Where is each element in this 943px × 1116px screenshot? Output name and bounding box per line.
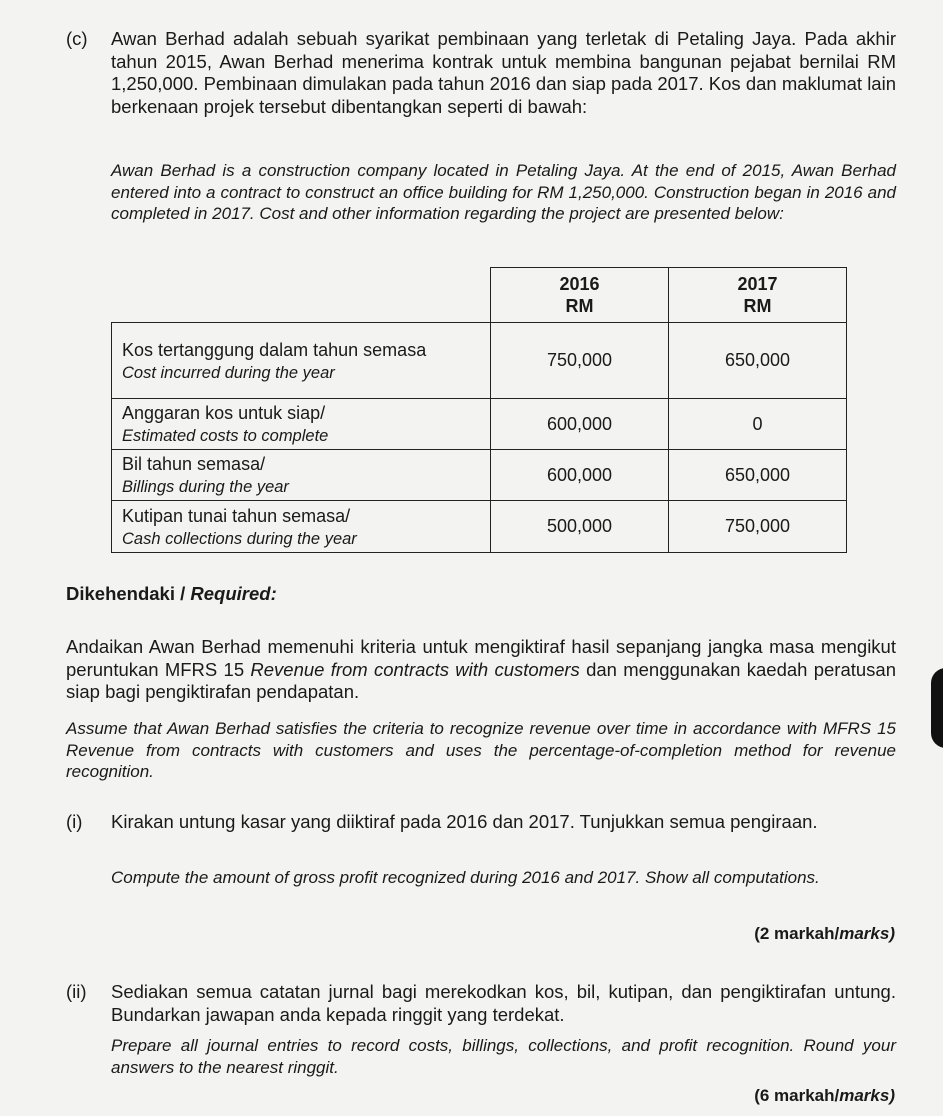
part-i-label: (i) xyxy=(66,811,83,832)
cell-2017: 750,000 xyxy=(669,501,847,553)
cell-2016: 600,000 xyxy=(491,399,669,450)
part-ii-malay: Sediakan semua catatan jurnal bagi merekodkan kos, bil, kutipan, dan pengiktirafan untung. Bundarkan jawapan anda kepada ringgit yang terdekat. xyxy=(111,981,896,1025)
assume-english: Assume that Awan Berhad satisfies the criteria to recognize revenue over time in accordance with MFRS 15 Revenue from contracts with customers and uses the percentage-of-completion method for revenue recognition. xyxy=(66,719,896,781)
cell-2016: 750,000 xyxy=(491,323,669,399)
part-ii-label: (ii) xyxy=(66,981,87,1002)
part-ii-english: Prepare all journal entries to record costs, billings, collections, and profit recognition. Round your answers to the nearest ringgit. xyxy=(111,1036,896,1077)
row-desc: Anggaran kos untuk siap/ Estimated costs to complete xyxy=(112,399,491,450)
table-header-row xyxy=(112,268,847,323)
cell-2017: 0 xyxy=(669,399,847,450)
intro-malay: Awan Berhad adalah sebuah syarikat pembinaan yang terletak di Petaling Jaya. Pada akhir tahun 2015, Awan Berhad menerima kontrak untuk membina bangunan pejabat bernilai RM 1,250,000. Pembinaan dimulakan pada tahun 2016 dan siap pada 2017. Kos dan maklumat lain berkenaan projek tersebut dibentangkan seperti di bawah: xyxy=(111,28,896,117)
cell-2016: 600,000 xyxy=(491,450,669,501)
row-desc: Bil tahun semasa/ Billings during the year xyxy=(112,450,491,501)
table-row xyxy=(112,399,847,450)
intro-english: Awan Berhad is a construction company located in Petaling Jaya. At the end of 2015, Awan Berhad entered into a contract to construct an office building for RM 1,250,000. Construction began in 2016 and completed in 2017. Cost and other information regarding the project are presented below: xyxy=(111,161,896,223)
header-2016: 2016 RM xyxy=(491,268,669,323)
part-ii-marks: (6 markah/marks) xyxy=(754,1086,895,1105)
cell-2017: 650,000 xyxy=(669,323,847,399)
part-i-english: Compute the amount of gross profit recognized during 2016 and 2017. Show all computations. xyxy=(111,868,820,887)
part-i-malay: Kirakan untung kasar yang diiktiraf pada 2016 dan 2017. Tunjukkan semua pengiraan. xyxy=(111,811,818,832)
page-edge-mark xyxy=(931,668,943,748)
assume-malay: Andaikan Awan Berhad memenuhi kriteria untuk mengiktiraf hasil sepanjang jangka masa mengikut peruntukan MFRS 15 Revenue from contracts with customers dan menggunakan kaedah peratusan siap bagi pengiktirafan pendapatan. xyxy=(66,636,896,702)
cost-table xyxy=(111,267,847,553)
question-label: (c) xyxy=(66,28,88,49)
table-row xyxy=(112,450,847,501)
table-row xyxy=(112,323,847,399)
cell-2016: 500,000 xyxy=(491,501,669,553)
table-corner xyxy=(112,268,491,323)
cell-2017: 650,000 xyxy=(669,450,847,501)
part-i-marks: (2 markah/marks) xyxy=(754,924,895,943)
table-row xyxy=(112,501,847,553)
header-2017: 2017 RM xyxy=(669,268,847,323)
row-desc: Kutipan tunai tahun semasa/ Cash collections during the year xyxy=(112,501,491,553)
row-desc: Kos tertanggung dalam tahun semasa Cost incurred during the year xyxy=(112,323,491,399)
required-heading: Dikehendaki / Required: xyxy=(66,583,277,604)
